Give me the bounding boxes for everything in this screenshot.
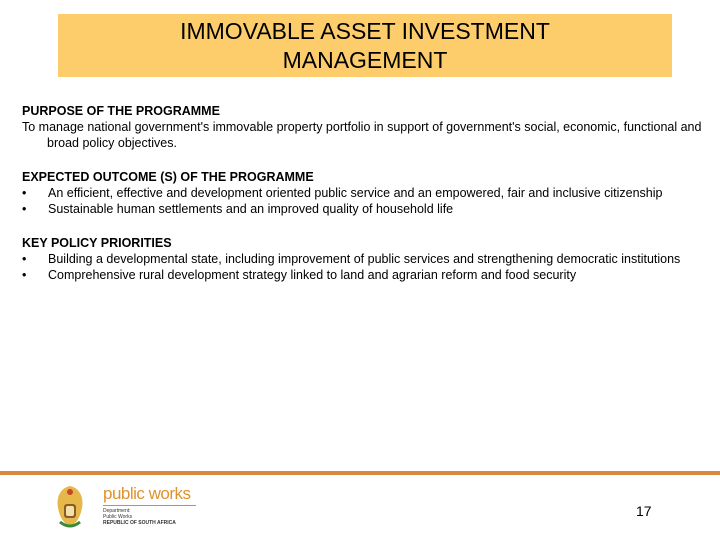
- bullet-icon: •: [22, 186, 27, 200]
- department-text: [103, 508, 176, 526]
- title-line-2: MANAGEMENT: [282, 47, 448, 73]
- title-line-1: IMMOVABLE ASSET INVESTMENT: [180, 18, 550, 44]
- purpose-heading: PURPOSE OF THE PROGRAMME: [22, 104, 220, 118]
- coat-of-arms-icon: [52, 484, 88, 528]
- slide-title: [58, 14, 672, 77]
- department-line-2: Public Works: [103, 514, 133, 520]
- outcomes-section: [22, 169, 702, 217]
- list-item: [22, 251, 702, 267]
- list-item-text: Building a developmental state, including improvement of public services and strengthening democratic institutions: [48, 252, 681, 266]
- outcomes-heading: EXPECTED OUTCOME (S) OF THE PROGRAMME: [22, 170, 314, 184]
- priorities-section: [22, 235, 702, 283]
- purpose-text: To manage national government's immovable property portfolio in support of government's social, economic, functional and broad policy objectives.: [22, 120, 702, 150]
- list-item: [22, 267, 702, 283]
- list-item-text: An efficient, effective and development oriented public service and an empowered, fair and inclusive citizenship: [48, 186, 663, 200]
- public-works-logo: [52, 484, 202, 530]
- list-item: [22, 201, 702, 217]
- brand-name: public works: [103, 484, 191, 503]
- slide-content: [22, 103, 702, 301]
- bullet-icon: •: [22, 202, 27, 216]
- list-item-text: Sustainable human settlements and an improved quality of household life: [48, 202, 454, 216]
- list-item-text: Comprehensive rural development strategy linked to land and agrarian reform and food security: [48, 268, 577, 282]
- footer-divider: [0, 471, 720, 475]
- page-number: 17: [636, 503, 652, 519]
- department-line-3: REPUBLIC OF SOUTH AFRICA: [103, 520, 176, 526]
- list-item: [22, 185, 702, 201]
- brand-divider: [103, 505, 196, 506]
- priorities-heading: KEY POLICY PRIORITIES: [22, 236, 172, 250]
- bullet-icon: •: [22, 268, 27, 282]
- department-line-1: Department:: [103, 508, 131, 514]
- bullet-icon: •: [22, 252, 27, 266]
- purpose-section: [22, 103, 702, 151]
